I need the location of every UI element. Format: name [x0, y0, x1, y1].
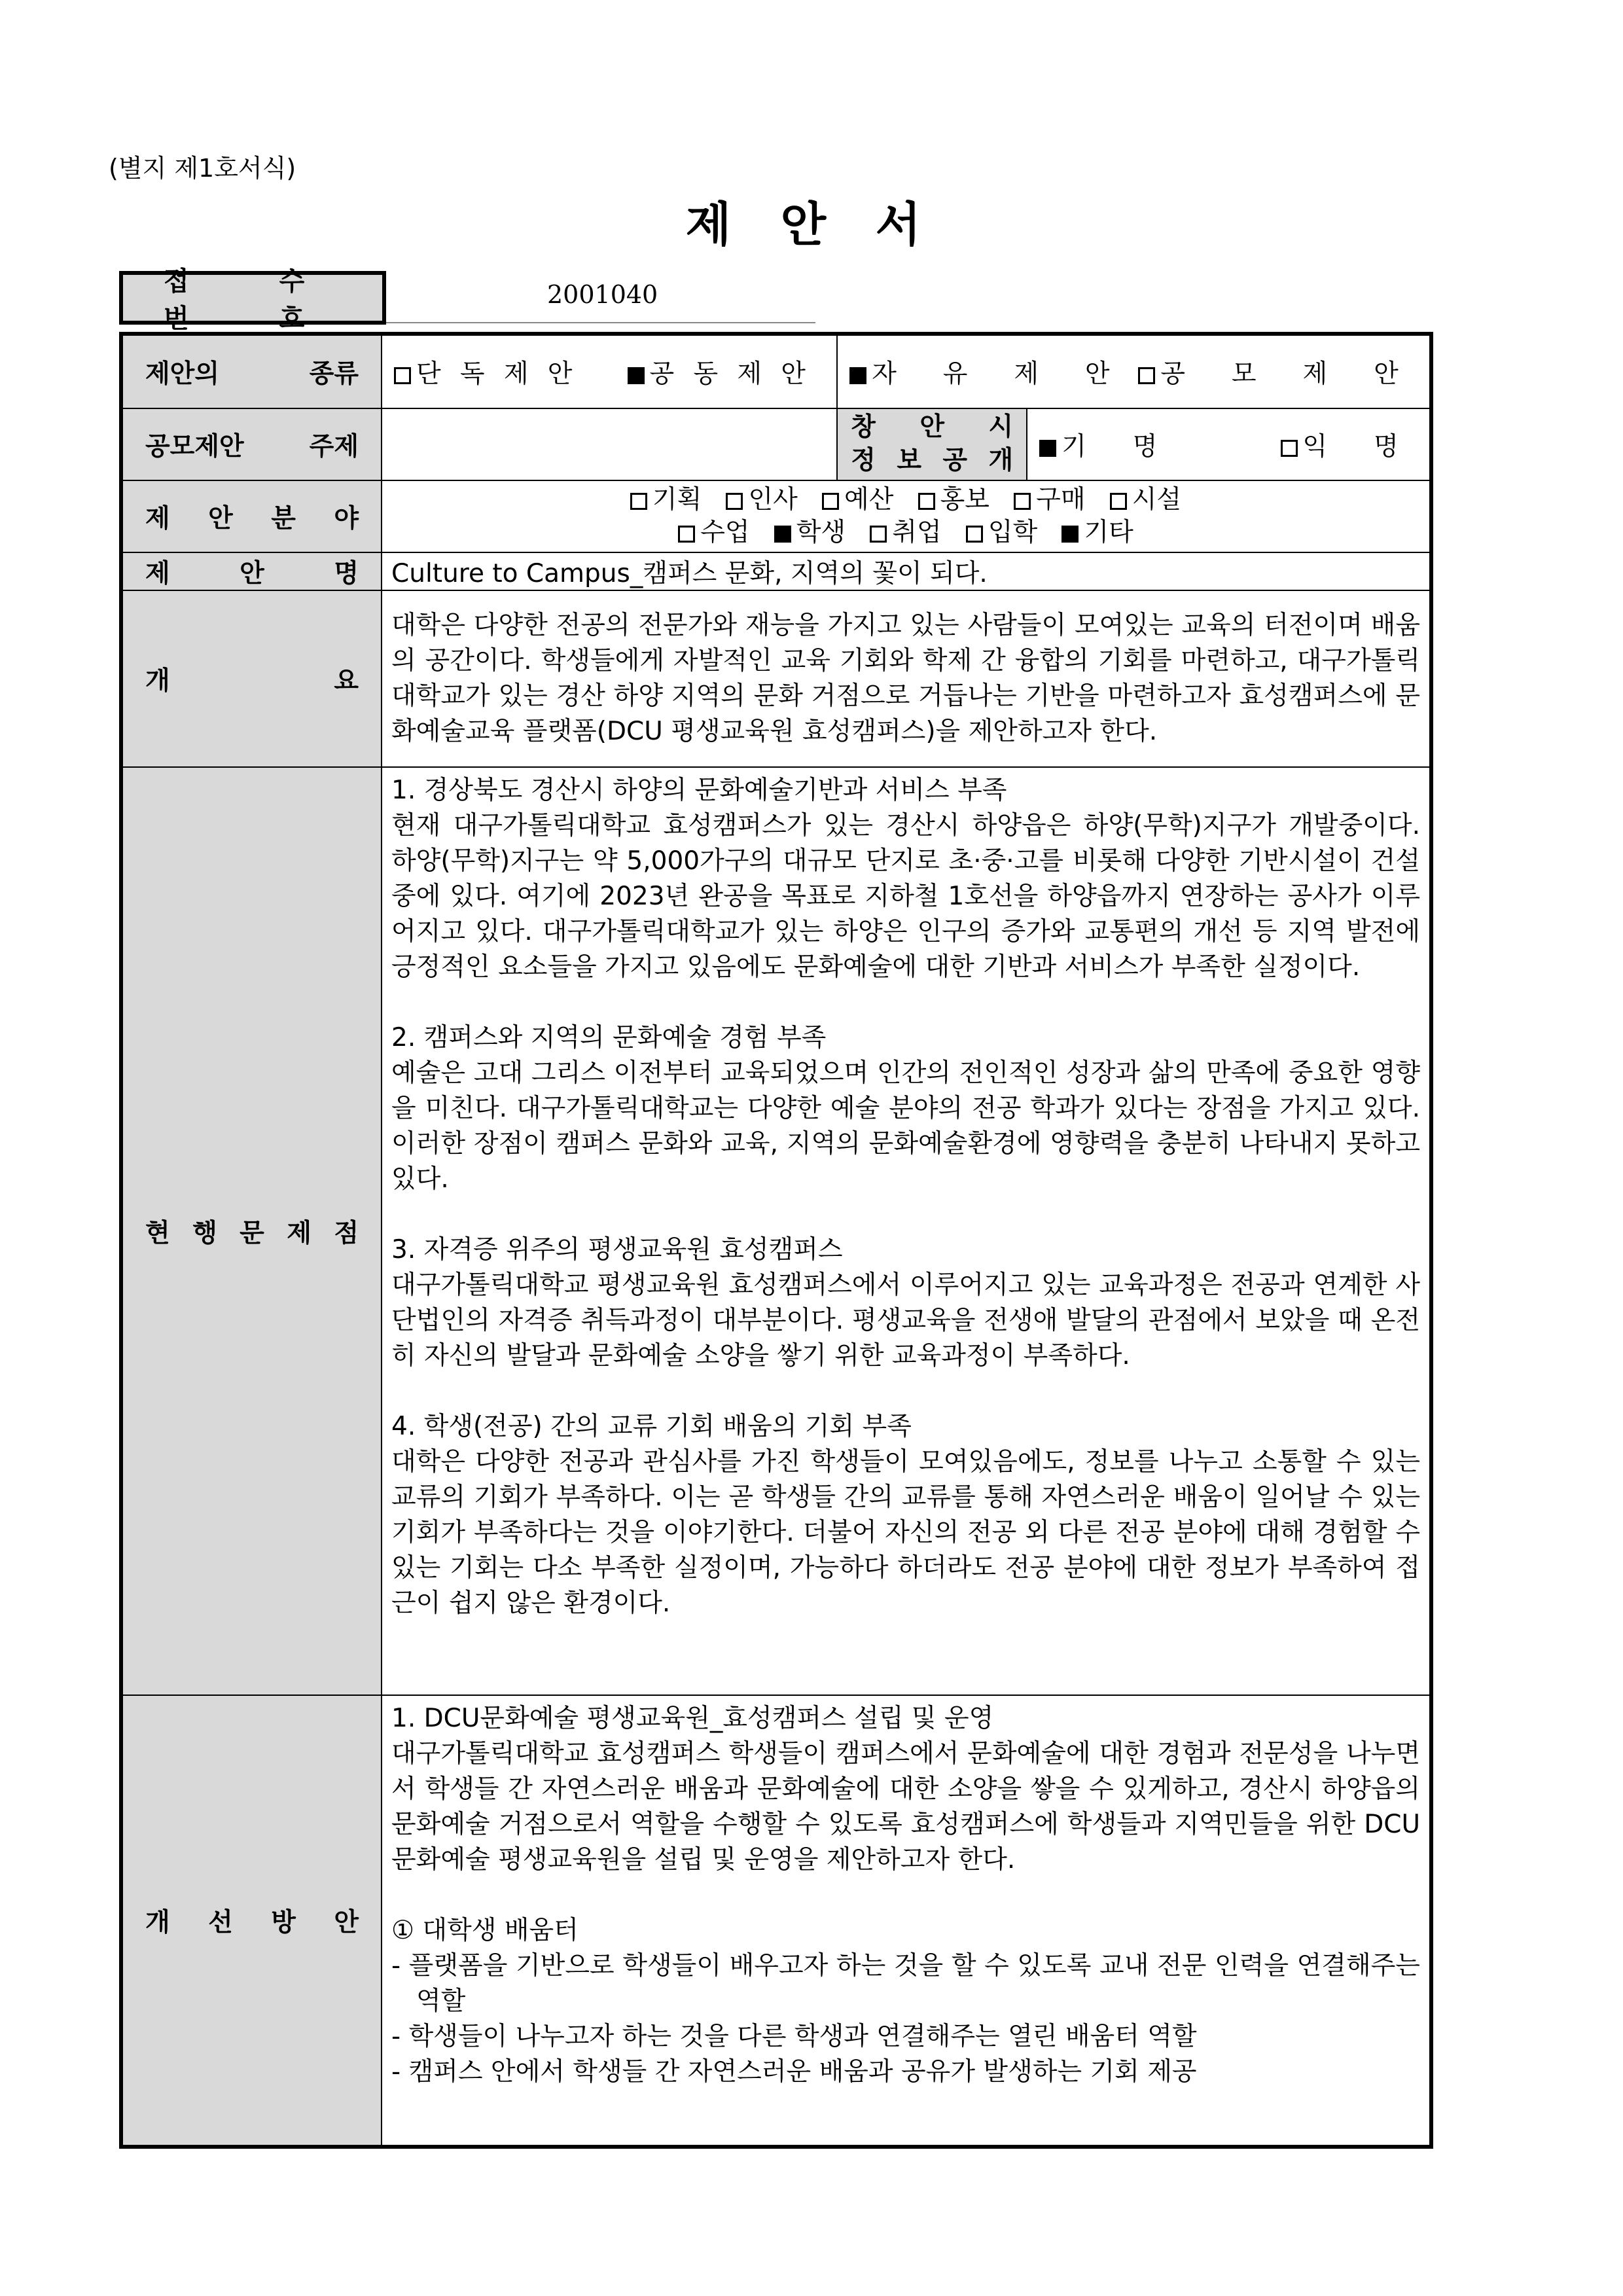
option-budget[interactable]: 예산	[822, 485, 893, 514]
checkbox-admission[interactable]	[966, 526, 983, 543]
contest-topic-label: 공모제안 주제	[121, 408, 382, 480]
receipt-number-label: 접 수 번 호	[119, 271, 386, 325]
contest-topic-row	[121, 408, 1431, 480]
checkbox-joint[interactable]	[628, 367, 645, 384]
form-number-label: (별지 제1호서식)	[109, 154, 296, 183]
improvement-subheading: ① 대학생 배움터	[391, 1916, 579, 1945]
checkbox-budget[interactable]	[822, 493, 839, 510]
proposal-field-options	[382, 480, 1431, 552]
problem-body-3: 대구가톨릭대학교 평생교육원 효성캠퍼스에서 이루어지고 있는 교육과정은 전공과 연계한 사단법인의 자격증 취득과정이 대부분이다. 평생교육을 전생애 발달의 관점에서 보았을 때 온전히 자신의 발달과 문화예술 소양을 쌓기 위한 교육과정이 부족하다.	[391, 1270, 1420, 1371]
option-other[interactable]: 기타	[1061, 518, 1133, 547]
option-purchase[interactable]: 구매	[1014, 485, 1085, 514]
problem-body-1: 현재 대구가톨릭대학교 효성캠퍼스가 있는 경산시 하양읍은 하양(무학)지구가 개발중이다. 하양(무학)지구는 약 5,000가구의 대규모 단지로 초·중·고를 비롯해 다양한 기반시설이 건설중에 있다. 여기에 2023년 완공을 목표로 지하철 1호선을 하양읍까지 연장하는 공사가 이루어지고 있다. 대구가톨릭대학교가 있는 하양은 인구의 증가와 교통편의 개선 등 지역 발전에 긍정적인 요소들을 가지고 있음에도 문화예술에 대한 기반과 서비스가 부족한 실정이다.	[391, 811, 1420, 982]
option-anonymous[interactable]: 익 명	[1281, 426, 1418, 463]
proposal-type-options-1	[382, 334, 837, 408]
improvement-label: 개 선 방 안	[121, 1695, 382, 2147]
checkbox-planning[interactable]	[630, 493, 647, 510]
option-admission[interactable]: 입학	[966, 518, 1037, 547]
option-named[interactable]: 기 명	[1039, 432, 1177, 461]
improvement-bullet-1: - 플랫폼을 기반으로 학생들이 배우고자 하는 것을 할 수 있도록 교내 전문 인력을 연결해주는 역할	[391, 1951, 1420, 2016]
current-problems-text	[382, 767, 1431, 1695]
checkbox-other[interactable]	[1061, 526, 1079, 543]
summary-row	[121, 590, 1431, 767]
option-solo[interactable]: 단독제안	[394, 359, 592, 389]
checkbox-class[interactable]	[678, 526, 695, 543]
proposal-name-label: 제 안 명	[121, 552, 382, 590]
checkbox-facility[interactable]	[1110, 493, 1127, 510]
improvement-bullet-3: - 캠퍼스 안에서 학생들 간 자연스러운 배움과 공유가 발생하는 기회 제공	[391, 2057, 1197, 2087]
option-pr[interactable]: 홍보	[918, 485, 990, 514]
checkbox-anonymous[interactable]	[1281, 440, 1298, 457]
proposal-type-options-2	[837, 334, 1431, 408]
receipt-underline	[386, 322, 815, 323]
improvement-row	[121, 1695, 1431, 2147]
option-personnel[interactable]: 인사	[726, 485, 797, 514]
problem-body-2: 예술은 고대 그리스 이전부터 교육되었으며 인간의 전인적인 성장과 삶의 만족에 중요한 영향을 미친다. 대구가톨릭대학교는 다양한 예술 분야의 전공 학과가 있다는 장점을 가지고 있다. 이러한 장점이 캠퍼스 문화와 교육, 지역의 문화예술환경에 영향력을 충분히 나타내지 못하고 있다.	[391, 1058, 1420, 1194]
problem-heading-2: 2. 캠퍼스와 지역의 문화예술 경험 부족	[391, 1023, 827, 1052]
proposal-type-row	[121, 334, 1431, 408]
improvement-bullet-2: - 학생들이 나누고자 하는 것을 다른 학생과 연결해주는 열린 배움터 역할	[391, 2022, 1197, 2051]
option-class[interactable]: 수업	[678, 518, 749, 547]
proposal-type-label: 제안의 종류	[121, 334, 382, 408]
field-options-line-2	[383, 516, 1429, 549]
option-student[interactable]: 학생	[774, 518, 846, 547]
proposal-form-table	[119, 332, 1433, 2149]
checkbox-pr[interactable]	[918, 493, 935, 510]
proposal-name-value: Culture to Campus_캠퍼스 문화, 지역의 꽃이 되다.	[382, 552, 1431, 590]
checkbox-personnel[interactable]	[726, 493, 743, 510]
current-problems-row	[121, 767, 1431, 1695]
receipt-number-value: 2001040	[547, 280, 658, 309]
checkbox-purchase[interactable]	[1014, 493, 1031, 510]
checkbox-student[interactable]	[774, 526, 791, 543]
contest-topic-value[interactable]	[382, 408, 837, 480]
summary-text: 대학은 다양한 전공의 전문가와 재능을 가지고 있는 사람들이 모여있는 교육의 터전이며 배움의 공간이다. 학생들에게 자발적인 교육 기회와 학제 간 융합의 기회를 마련하고, 대구가톨릭대학교가 있는 경산 하양 지역의 문화 거점으로 거듭나는 기반을 마련하고자 효성캠퍼스에 문화예술교육 플랫폼(DCU 평생교육원 효성캠퍼스)을 제안하고자 한다.	[382, 590, 1431, 767]
improvement-body: 대구가톨릭대학교 효성캠퍼스 학생들이 캠퍼스에서 문화예술에 대한 경험과 전문성을 나누면서 학생들 간 자연스러운 배움과 문화예술에 대한 소양을 쌓을 수 있게하고, 경산시 하양읍의 문화예술 거점으로서 역할을 수행할 수 있도록 효성캠퍼스에 학생들과 지역민들을 위한 DCU문화예술 평생교육원을 설립 및 운영을 제안하고자 한다.	[391, 1739, 1420, 1874]
field-options-line-1	[383, 484, 1429, 516]
problem-body-4: 대학은 다양한 전공과 관심사를 가진 학생들이 모여있음에도, 정보를 나누고 소통할 수 있는 교류의 기회가 부족하다. 이는 곧 학생들 간의 교류를 통해 자연스러운 배움이 일어날 수 있는 기회가 부족하다는 것을 이야기한다. 더불어 자신의 전공 외 다른 전공 분야에 대해 경험할 수 있는 기회는 다소 부족한 실정이며, 가능하다 하더라도 전공 분야에 대한 정보가 부족하여 접근이 쉽지 않은 환경이다.	[391, 1447, 1420, 1618]
option-planning[interactable]: 기획	[630, 485, 702, 514]
summary-label: 개 요	[121, 590, 382, 767]
checkbox-free[interactable]	[849, 367, 866, 384]
option-facility[interactable]: 시설	[1110, 485, 1181, 514]
option-joint[interactable]: 공동제안	[628, 359, 825, 389]
problem-heading-1: 1. 경상북도 경산시 하양의 문화예술기반과 서비스 부족	[391, 776, 1007, 805]
option-employment[interactable]: 취업	[870, 518, 941, 547]
proposal-field-label: 제 안 분 야	[121, 480, 382, 552]
disclosure-options	[1027, 408, 1431, 480]
checkbox-contest[interactable]	[1138, 367, 1155, 384]
improvement-text	[382, 1695, 1431, 2147]
document-title: 제 안 서	[685, 197, 938, 252]
problem-heading-3: 3. 자격증 위주의 평생교육원 효성캠퍼스	[391, 1235, 843, 1265]
option-contest[interactable]: 공 모 제 안	[1138, 353, 1418, 390]
checkbox-named[interactable]	[1039, 440, 1056, 457]
option-free[interactable]: 자 유 제 안	[849, 359, 1129, 389]
problem-heading-4: 4. 학생(전공) 간의 교류 기회 배움의 기회 부족	[391, 1412, 912, 1441]
checkbox-solo[interactable]	[394, 367, 411, 384]
proposal-field-row	[121, 480, 1431, 552]
current-problems-label: 현 행 문 제 점	[121, 767, 382, 1695]
improvement-heading: 1. DCU문화예술 평생교육원_효성캠퍼스 설립 및 운영	[391, 1704, 994, 1733]
proposal-name-row	[121, 552, 1431, 590]
disclosure-label: 창 안 시 정 보 공 개	[837, 408, 1027, 480]
checkbox-employment[interactable]	[870, 526, 887, 543]
